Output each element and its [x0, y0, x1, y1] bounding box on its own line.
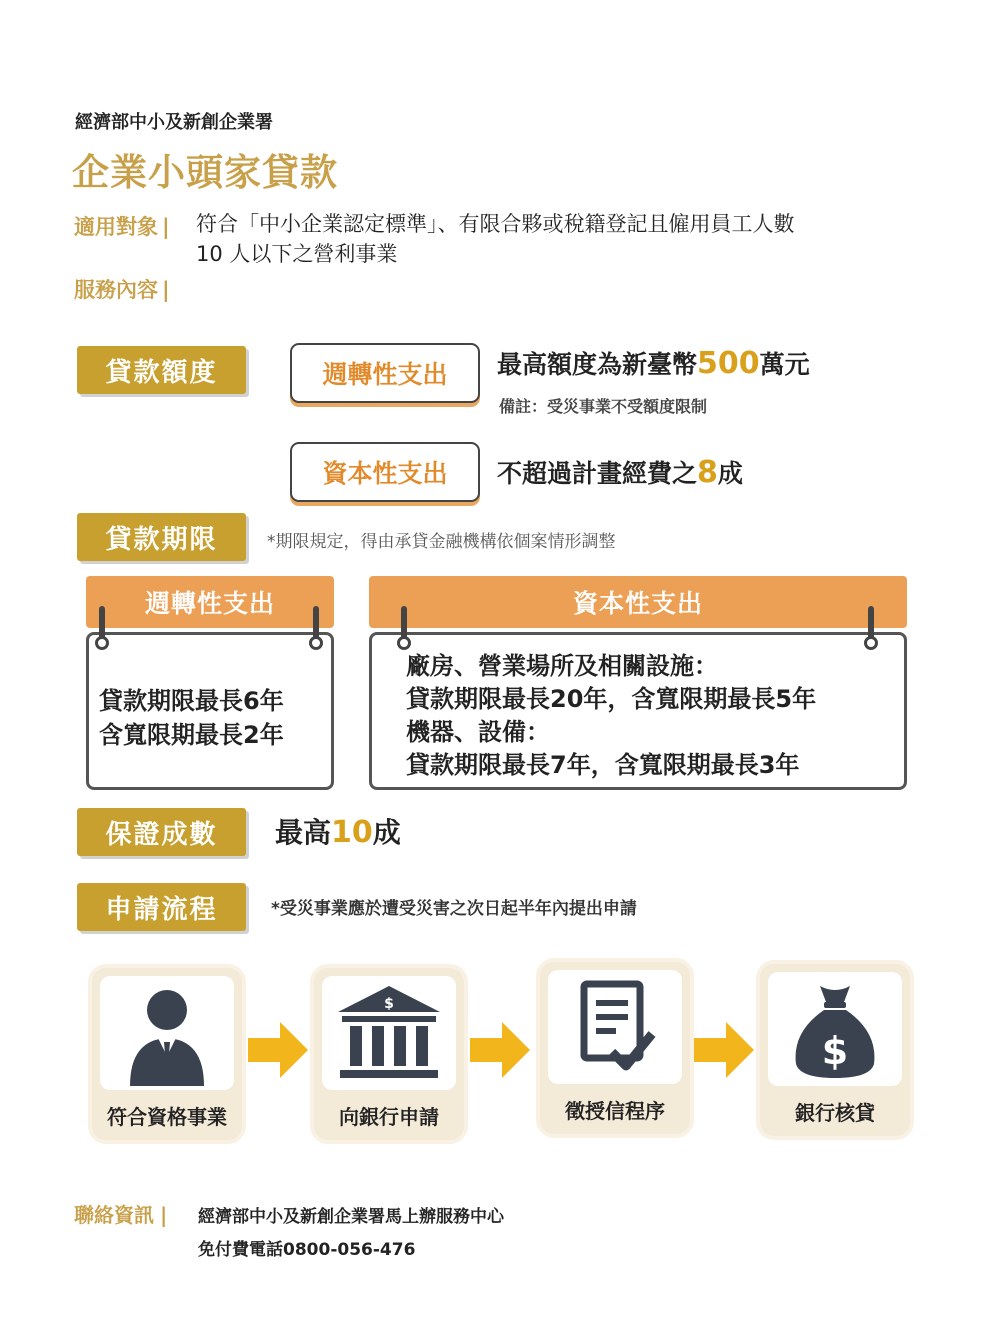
- capital-card-text: [406, 650, 816, 782]
- step-label: 徵授信程序: [565, 1099, 665, 1123]
- working-limit-amount: 500: [697, 346, 760, 381]
- capital-term-line4: 貸款期限最長7年，含寬限期最長3年: [406, 751, 800, 779]
- eligibility-label-text: 適用對象: [74, 215, 158, 239]
- document-check-icon: [548, 970, 682, 1084]
- capital-term-line2: 貸款期限最長20年，含寬限期最長5年: [406, 685, 817, 713]
- eligibility-line1: 符合「中小企業認定標準」、有限合夥或稅籍登記且僱用員工人數: [196, 212, 795, 236]
- step-icon-area: [322, 976, 456, 1090]
- service-bar: |: [162, 278, 170, 302]
- process-badge: 申請流程: [77, 883, 246, 931]
- process-step-2: [314, 968, 464, 1140]
- binder-ring-icon: [309, 636, 323, 650]
- guarantee-badge: 保證成數: [77, 808, 246, 856]
- agency-name: 經濟部中小及新創企業署: [75, 112, 273, 133]
- working-capital-note: 備註：受災事業不受額度限制: [499, 397, 708, 416]
- step-icon-area: [548, 970, 682, 1084]
- capital-expenditure-limit: [497, 454, 743, 490]
- working-limit-post: 萬元: [759, 350, 810, 379]
- page-title: 企業小頭家貸款: [72, 151, 338, 194]
- businessman-icon: [100, 976, 234, 1090]
- capital-term-line1: 廠房、營業場所及相關設施：: [406, 652, 718, 680]
- working-limit-pre: 最高額度為新臺幣: [497, 350, 698, 379]
- contact-phone: 免付費電話0800-056-476: [198, 1240, 416, 1260]
- arrow-right-icon: [248, 1022, 308, 1078]
- svg-text:$: $: [384, 996, 394, 1012]
- process-step-4: [760, 964, 910, 1136]
- capital-card-header: 資本性支出: [369, 576, 907, 628]
- capital-limit-amount: 8: [697, 455, 718, 490]
- contact-bar: |: [160, 1203, 168, 1227]
- contact-label: [74, 1199, 167, 1228]
- process-step-3: [540, 962, 690, 1134]
- binder-ring-icon: [397, 636, 411, 650]
- loan-term-badge: 貸款期限: [77, 513, 246, 561]
- capital-limit-pre: 不超過計畫經費之: [497, 459, 698, 488]
- service-label-text: 服務內容: [74, 278, 158, 302]
- capital-expenditure-tag: 資本性支出: [290, 442, 480, 502]
- capital-limit-post: 成: [717, 459, 743, 488]
- eligibility-text: [196, 209, 926, 269]
- step-label: 向銀行申請: [339, 1105, 439, 1129]
- guarantee-pre: 最高: [275, 816, 332, 849]
- svg-text:$: $: [821, 1029, 849, 1073]
- process-step-1: [92, 968, 242, 1140]
- guarantee-text: [275, 811, 401, 851]
- working-term-line2: 含寬限期最長2年: [99, 721, 284, 749]
- loan-amount-badge: 貸款額度: [77, 346, 246, 394]
- working-card-header: 週轉性支出: [86, 576, 334, 628]
- working-term-line1: 貸款期限最長6年: [99, 687, 284, 715]
- step-label: 銀行核貸: [795, 1101, 875, 1125]
- step-icon-area: [100, 976, 234, 1090]
- arrow-right-icon: [470, 1022, 530, 1078]
- working-capital-limit: [497, 345, 810, 381]
- step-label: 符合資格事業: [107, 1105, 227, 1129]
- binder-ring-icon: [95, 636, 109, 650]
- eligibility-bar: |: [162, 215, 170, 239]
- process-note: *受災事業應於遭受災害之次日起半年內提出申請: [271, 899, 637, 919]
- money-bag-icon: [768, 972, 902, 1086]
- eligibility-label: [74, 211, 170, 241]
- binder-ring-icon: [864, 636, 878, 650]
- guarantee-amount: 10: [331, 815, 373, 850]
- working-card-text: [99, 684, 284, 752]
- contact-center: 經濟部中小及新創企業署馬上辦服務中心: [198, 1207, 504, 1227]
- service-label: [74, 274, 170, 304]
- guarantee-post: 成: [372, 816, 401, 849]
- loan-term-note: *期限規定，得由承貸金融機構依個案情形調整: [267, 532, 616, 552]
- working-capital-tag: 週轉性支出: [290, 343, 480, 403]
- bank-icon: [322, 976, 456, 1090]
- capital-term-line3: 機器、設備：: [406, 718, 550, 746]
- eligibility-line2: 10 人以下之營利事業: [196, 242, 398, 266]
- contact-label-text: 聯絡資訊: [74, 1203, 154, 1227]
- step-icon-area: [768, 972, 902, 1086]
- arrow-right-icon: [694, 1022, 754, 1078]
